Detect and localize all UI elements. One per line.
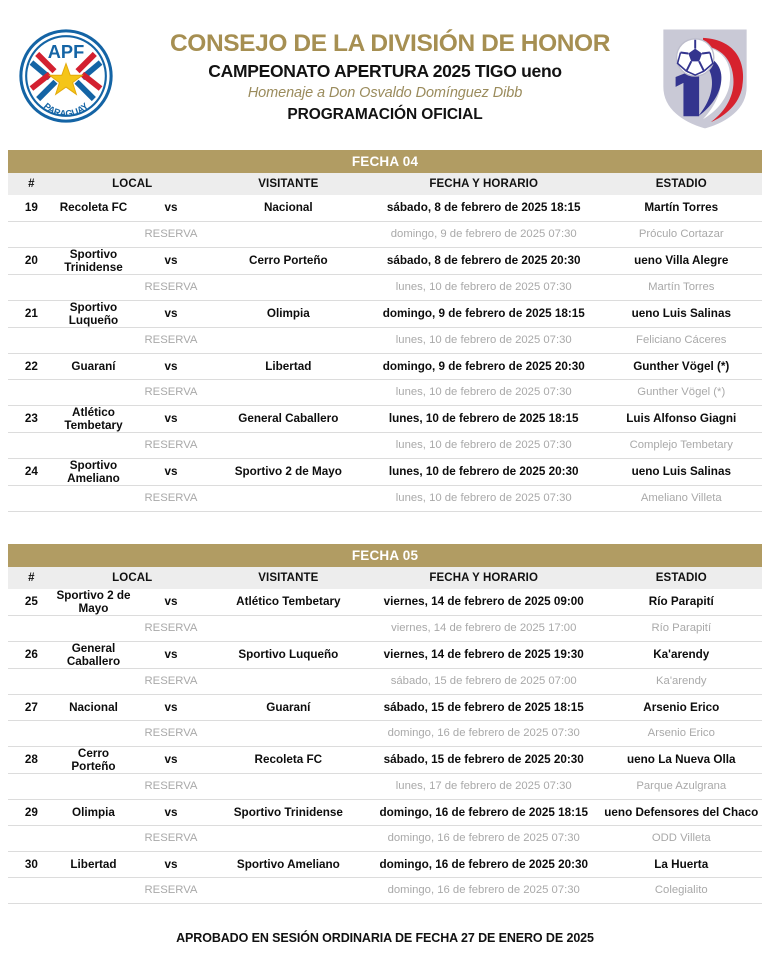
match-number: 24 — [8, 458, 55, 485]
match-datetime: viernes, 14 de febrero de 2025 09:00 — [367, 589, 601, 616]
table-row[interactable] — [8, 247, 762, 274]
reserva-datetime: domingo, 16 de febrero de 2025 07:30 — [367, 720, 601, 746]
vs-label: vs — [132, 247, 210, 274]
reserva-stadium: Arsenio Erico — [601, 720, 762, 746]
fecha-block — [8, 544, 762, 904]
match-datetime: sábado, 8 de febrero de 2025 18:15 — [367, 195, 601, 221]
reserva-label: RESERVA — [132, 274, 210, 300]
match-datetime: domingo, 16 de febrero de 2025 18:15 — [367, 799, 601, 825]
match-datetime: sábado, 15 de febrero de 2025 20:30 — [367, 746, 601, 773]
match-stadium: ueno Luis Salinas — [601, 458, 762, 485]
reserva-home-blank — [55, 773, 133, 799]
table-row-reserva[interactable] — [8, 825, 762, 851]
reserva-away-blank — [210, 668, 367, 694]
away-team: Recoleta FC — [210, 746, 367, 773]
table-row[interactable] — [8, 405, 762, 432]
reserva-number-blank — [8, 221, 55, 247]
reserva-home-blank — [55, 379, 133, 405]
column-header-num: # — [28, 178, 35, 190]
vs-label: vs — [132, 799, 210, 825]
vs-label: vs — [132, 458, 210, 485]
reserva-datetime: sábado, 15 de febrero de 2025 07:00 — [367, 668, 601, 694]
away-team: Nacional — [210, 195, 367, 221]
approval-footer: APROBADO EN SESIÓN ORDINARIA DE FECHA 27 DE ENERO DE 2025 — [176, 930, 594, 945]
match-number: 22 — [8, 353, 55, 379]
column-header-fecha-horario: FECHA Y HORARIO — [429, 571, 539, 584]
reserva-home-blank — [55, 274, 133, 300]
reserva-stadium: Río Parapití — [601, 615, 762, 641]
reserva-stadium: Martín Torres — [601, 274, 762, 300]
reserva-number-blank — [8, 327, 55, 353]
reserva-away-blank — [210, 432, 367, 458]
reserva-away-blank — [210, 773, 367, 799]
reserva-label: RESERVA — [132, 379, 210, 405]
table-header-row — [8, 567, 762, 589]
reserva-datetime: domingo, 16 de febrero de 2025 07:30 — [367, 825, 601, 851]
reserva-away-blank — [210, 615, 367, 641]
reserva-number-blank — [8, 379, 55, 405]
vs-label: vs — [132, 353, 210, 379]
home-team: Guaraní — [55, 353, 133, 379]
reserva-home-blank — [55, 720, 133, 746]
apf-logo-text: APF — [47, 40, 85, 62]
reserva-label: RESERVA — [132, 327, 210, 353]
column-header-visitante: VISITANTE — [258, 178, 319, 190]
home-team: Nacional — [55, 694, 133, 720]
table-row-reserva[interactable] — [8, 432, 762, 458]
table-row[interactable] — [8, 589, 762, 616]
page-title: CONSEJO DE LA DIVISIÓN DE HONOR — [170, 29, 611, 57]
reserva-stadium: Colegialito — [601, 877, 762, 903]
reserva-label: RESERVA — [132, 773, 210, 799]
home-team: Sportivo Luqueño — [55, 300, 133, 327]
column-header-fecha-horario: FECHA Y HORARIO — [429, 178, 539, 190]
reserva-stadium: Ka'arendy — [601, 668, 762, 694]
reserva-stadium: Parque Azulgrana — [601, 773, 762, 799]
home-team: Olimpia — [55, 799, 133, 825]
table-row[interactable] — [8, 746, 762, 773]
vs-label: vs — [132, 300, 210, 327]
table-row[interactable] — [8, 195, 762, 221]
reserva-away-blank — [210, 485, 367, 511]
table-row-reserva[interactable] — [8, 720, 762, 746]
away-team: Olimpia — [210, 300, 367, 327]
match-datetime: viernes, 14 de febrero de 2025 19:30 — [367, 641, 601, 668]
away-team: Sportivo Luqueño — [210, 641, 367, 668]
table-row[interactable] — [8, 300, 762, 327]
vs-label: vs — [132, 641, 210, 668]
reserva-number-blank — [8, 274, 55, 300]
table-row[interactable] — [8, 458, 762, 485]
reserva-number-blank — [8, 773, 55, 799]
away-team: Sportivo Ameliano — [210, 851, 367, 877]
reserva-number-blank — [8, 668, 55, 694]
away-team: Atlético Tembetary — [210, 589, 367, 616]
table-row[interactable] — [8, 799, 762, 825]
vs-label: vs — [132, 195, 210, 221]
reserva-away-blank — [210, 825, 367, 851]
reserva-away-blank — [210, 274, 367, 300]
schedule-table — [8, 173, 762, 512]
home-team: Cerro Porteño — [55, 746, 133, 773]
reserva-label: RESERVA — [132, 825, 210, 851]
table-row-reserva[interactable] — [8, 485, 762, 511]
reserva-datetime: lunes, 10 de febrero de 2025 07:30 — [367, 379, 601, 405]
column-header-num: # — [28, 571, 35, 584]
reserva-number-blank — [8, 877, 55, 903]
match-number: 27 — [8, 694, 55, 720]
reserva-stadium: ODD Villeta — [601, 825, 762, 851]
match-stadium: ueno La Nueva Olla — [601, 746, 762, 773]
match-stadium: Martín Torres — [601, 195, 762, 221]
apf-logo-country-text: PARAGUAY — [41, 100, 91, 119]
reserva-away-blank — [210, 221, 367, 247]
reserva-home-blank — [55, 327, 133, 353]
home-team: Sportivo Trinidense — [55, 247, 133, 274]
away-team: Libertad — [210, 353, 367, 379]
match-datetime: domingo, 9 de febrero de 2025 18:15 — [367, 300, 601, 327]
table-row-reserva[interactable] — [8, 379, 762, 405]
match-datetime: sábado, 15 de febrero de 2025 18:15 — [367, 694, 601, 720]
match-datetime: domingo, 16 de febrero de 2025 20:30 — [367, 851, 601, 877]
vs-label: vs — [132, 746, 210, 773]
table-header-row — [8, 173, 762, 195]
reserva-stadium: Gunther Vögel (*) — [601, 379, 762, 405]
home-team: Libertad — [55, 851, 133, 877]
table-row-reserva[interactable] — [8, 773, 762, 799]
match-stadium: Gunther Vögel (*) — [601, 353, 762, 379]
reserva-number-blank — [8, 615, 55, 641]
table-row-reserva[interactable] — [8, 668, 762, 694]
reserva-home-blank — [55, 432, 133, 458]
reserva-home-blank — [55, 877, 133, 903]
reserva-away-blank — [210, 379, 367, 405]
apf-paraguay-logo — [18, 28, 114, 124]
match-datetime: domingo, 9 de febrero de 2025 20:30 — [367, 353, 601, 379]
reserva-home-blank — [55, 825, 133, 851]
table-row[interactable] — [8, 694, 762, 720]
match-number: 25 — [8, 589, 55, 616]
match-stadium: Arsenio Erico — [601, 694, 762, 720]
table-row[interactable] — [8, 641, 762, 668]
vs-label: vs — [132, 589, 210, 616]
official-schedule-label: PROGRAMACIÓN OFICIAL — [287, 106, 483, 124]
reserva-home-blank — [55, 221, 133, 247]
vs-label: vs — [132, 405, 210, 432]
reserva-stadium: Feliciano Cáceres — [601, 327, 762, 353]
away-team: Sportivo 2 de Mayo — [210, 458, 367, 485]
reserva-away-blank — [210, 720, 367, 746]
match-stadium: Luis Alfonso Giagni — [601, 405, 762, 432]
reserva-home-blank — [55, 485, 133, 511]
reserva-number-blank — [8, 825, 55, 851]
match-stadium: La Huerta — [601, 851, 762, 877]
reserva-label: RESERVA — [132, 485, 210, 511]
match-datetime: sábado, 8 de febrero de 2025 20:30 — [367, 247, 601, 274]
fecha-title-bar: FECHA 04 — [8, 150, 762, 173]
reserva-label: RESERVA — [132, 432, 210, 458]
home-team: General Caballero — [55, 641, 133, 668]
column-header-estadio: ESTADIO — [655, 571, 707, 584]
table-row-reserva[interactable] — [8, 877, 762, 903]
table-row-reserva[interactable] — [8, 327, 762, 353]
match-number: 29 — [8, 799, 55, 825]
table-row[interactable] — [8, 353, 762, 379]
table-row-reserva[interactable] — [8, 274, 762, 300]
reserva-stadium: Complejo Tembetary — [601, 432, 762, 458]
away-team: Guaraní — [210, 694, 367, 720]
column-header-local: LOCAL — [112, 571, 153, 584]
away-team: Cerro Porteño — [210, 247, 367, 274]
table-row-reserva[interactable] — [8, 615, 762, 641]
reserva-home-blank — [55, 668, 133, 694]
table-row-reserva[interactable] — [8, 221, 762, 247]
reserva-stadium: Ameliano Villeta — [601, 485, 762, 511]
match-number: 20 — [8, 247, 55, 274]
reserva-number-blank — [8, 485, 55, 511]
home-team: Atlético Tembetary — [55, 405, 133, 432]
reserva-datetime: domingo, 9 de febrero de 2025 07:30 — [367, 221, 601, 247]
home-team: Recoleta FC — [55, 195, 133, 221]
reserva-label: RESERVA — [132, 668, 210, 694]
match-stadium: Ka'arendy — [601, 641, 762, 668]
match-number: 19 — [8, 195, 55, 221]
away-team: Sportivo Trinidense — [210, 799, 367, 825]
away-team: General Caballero — [210, 405, 367, 432]
rounds-container — [0, 150, 770, 904]
title-block — [170, 26, 611, 125]
match-number: 28 — [8, 746, 55, 773]
reserva-label: RESERVA — [132, 615, 210, 641]
match-stadium: Río Parapití — [601, 589, 762, 616]
vs-label: vs — [132, 694, 210, 720]
reserva-datetime: lunes, 10 de febrero de 2025 07:30 — [367, 274, 601, 300]
home-team: Sportivo Ameliano — [55, 458, 133, 485]
table-row[interactable] — [8, 851, 762, 877]
homage-line: Homenaje a Don Osvaldo Domínguez Dibb — [247, 85, 523, 102]
reserva-away-blank — [210, 877, 367, 903]
match-number: 23 — [8, 405, 55, 432]
column-header-visitante: VISITANTE — [258, 571, 319, 584]
reserva-datetime: lunes, 10 de febrero de 2025 07:30 — [367, 432, 601, 458]
reserva-datetime: lunes, 10 de febrero de 2025 07:30 — [367, 485, 601, 511]
fecha-block — [8, 150, 762, 512]
reserva-label: RESERVA — [132, 720, 210, 746]
page-header — [0, 0, 770, 150]
column-header-estadio: ESTADIO — [655, 178, 707, 190]
match-number: 26 — [8, 641, 55, 668]
match-datetime: lunes, 10 de febrero de 2025 18:15 — [367, 405, 601, 432]
match-datetime: lunes, 10 de febrero de 2025 20:30 — [367, 458, 601, 485]
reserva-home-blank — [55, 615, 133, 641]
home-team: Sportivo 2 de Mayo — [56, 588, 131, 615]
schedule-table — [8, 567, 762, 904]
reserva-number-blank — [8, 432, 55, 458]
reserva-datetime: domingo, 16 de febrero de 2025 07:30 — [367, 877, 601, 903]
reserva-stadium: Próculo Cortazar — [601, 221, 762, 247]
reserva-number-blank — [8, 720, 55, 746]
column-header-local: LOCAL — [112, 178, 153, 190]
match-stadium: ueno Defensores del Chaco — [601, 799, 762, 825]
reserva-away-blank — [210, 327, 367, 353]
reserva-label: RESERVA — [132, 221, 210, 247]
match-stadium: ueno Luis Salinas — [601, 300, 762, 327]
match-number: 21 — [8, 300, 55, 327]
division-de-honor-logo — [656, 22, 754, 134]
reserva-datetime: lunes, 17 de febrero de 2025 07:30 — [367, 773, 601, 799]
match-number: 30 — [8, 851, 55, 877]
fecha-title-bar: FECHA 05 — [8, 544, 762, 567]
reserva-label: RESERVA — [132, 877, 210, 903]
match-stadium: ueno Villa Alegre — [601, 247, 762, 274]
championship-subtitle: CAMPEONATO APERTURA 2025 TIGO ueno — [208, 61, 562, 82]
reserva-datetime: viernes, 14 de febrero de 2025 17:00 — [367, 615, 601, 641]
vs-label: vs — [132, 851, 210, 877]
reserva-datetime: lunes, 10 de febrero de 2025 07:30 — [367, 327, 601, 353]
